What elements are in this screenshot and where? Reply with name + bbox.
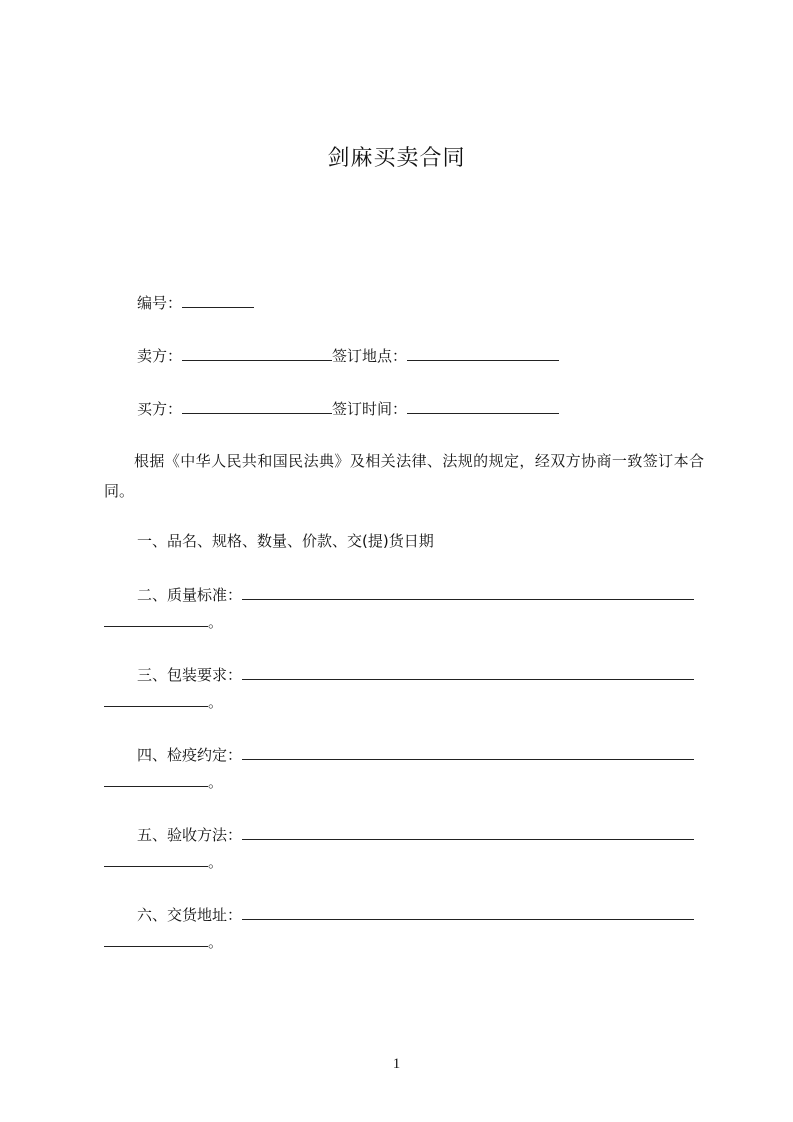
- section-1-text: 一、品名、规格、数量、价款、交(提)货日期: [137, 532, 434, 550]
- section-2-line: [137, 584, 694, 605]
- section-5-blank-cont[interactable]: [104, 851, 208, 867]
- buyer-blank[interactable]: [182, 398, 332, 414]
- seller-blank[interactable]: [182, 345, 332, 361]
- seller-row: [137, 345, 559, 366]
- section-6-period: 。: [208, 933, 224, 951]
- section-3-blank-cont[interactable]: [104, 691, 208, 707]
- section-4-label: 四、检疫约定：: [137, 746, 243, 764]
- number-field: [137, 292, 254, 313]
- section-6-label: 六、交货地址：: [137, 906, 243, 924]
- section-2-continuation: [104, 611, 223, 632]
- section-4-period: 。: [208, 773, 224, 791]
- intro-paragraph: 根据《中华人民共和国民法典》及相关法律、法规的规定，经双方协商一致签订本合同。: [104, 452, 704, 500]
- document-title: 剑麻买卖合同: [327, 146, 466, 171]
- section-5-continuation: [104, 851, 223, 872]
- section-3-blank[interactable]: [242, 664, 694, 680]
- buyer-label: 买方：: [137, 400, 183, 418]
- buyer-row: [137, 398, 559, 419]
- section-5-line: [137, 824, 694, 845]
- sign-time-label: 签订时间：: [332, 400, 408, 418]
- section-4-line: [137, 744, 694, 765]
- section-6-line: [137, 904, 694, 925]
- section-2-blank-cont[interactable]: [104, 611, 208, 627]
- section-1-heading: [137, 531, 434, 551]
- section-2-blank[interactable]: [242, 584, 694, 600]
- section-5-period: 。: [208, 853, 224, 871]
- section-5-label: 五、验收方法：: [137, 826, 243, 844]
- seller-label: 卖方：: [137, 347, 183, 365]
- number-label: 编号：: [137, 294, 183, 312]
- sign-time-blank[interactable]: [407, 398, 559, 414]
- number-blank[interactable]: [182, 292, 254, 308]
- sign-place-label: 签订地点：: [332, 347, 408, 365]
- section-2-label: 二、质量标准：: [137, 586, 243, 604]
- section-6-blank[interactable]: [242, 904, 694, 920]
- page-number: 1: [392, 1056, 401, 1072]
- section-4-continuation: [104, 771, 223, 792]
- section-4-blank-cont[interactable]: [104, 771, 208, 787]
- section-6-blank-cont[interactable]: [104, 931, 208, 947]
- section-5-blank[interactable]: [242, 824, 694, 840]
- section-6-continuation: [104, 931, 223, 952]
- section-4-blank[interactable]: [242, 744, 694, 760]
- sign-place-blank[interactable]: [407, 345, 559, 361]
- section-3-period: 。: [208, 693, 224, 711]
- section-3-continuation: [104, 691, 223, 712]
- section-2-period: 。: [208, 613, 224, 631]
- section-3-label: 三、包装要求：: [137, 666, 243, 684]
- section-3-line: [137, 664, 694, 685]
